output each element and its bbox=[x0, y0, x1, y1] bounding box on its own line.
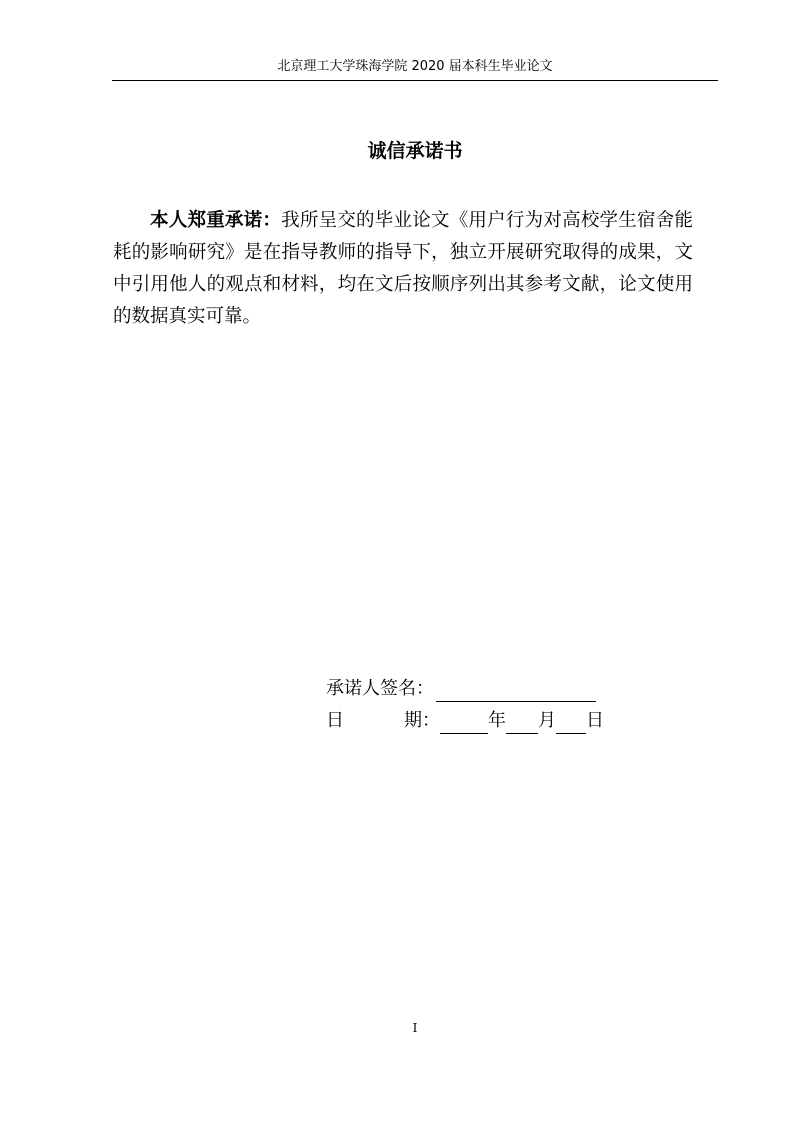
document-title: 诚信承诺书 bbox=[367, 140, 463, 162]
signer-label: 承诺人签名： bbox=[326, 678, 434, 699]
day-blank bbox=[556, 713, 586, 734]
year-blank bbox=[440, 713, 488, 734]
pledge-paragraph bbox=[113, 205, 693, 333]
date-label-second: 期： bbox=[404, 710, 440, 731]
month-unit: 月 bbox=[538, 710, 556, 731]
running-header: 北京理工大学珠海学院 2020 届本科生毕业论文 bbox=[277, 59, 553, 74]
pledge-text: 我所呈交的毕业论文《用户行为对高校学生宿舍能耗的影响研究》是在指导教师的指导下，独立开展研究取得的成果，文中引用他人的观点和材料，均在文后按顺序列出其参考文献，论文使用的数据真实可靠。 bbox=[113, 209, 693, 327]
header-rule bbox=[112, 80, 718, 81]
signature-blank bbox=[436, 681, 596, 702]
month-blank bbox=[506, 713, 538, 734]
pledge-lead: 本人郑重承诺： bbox=[150, 209, 282, 231]
date-label-first: 日 bbox=[326, 710, 344, 731]
page-number: I bbox=[412, 1021, 418, 1035]
day-unit: 日 bbox=[586, 710, 604, 731]
signer-row bbox=[326, 676, 596, 702]
year-unit: 年 bbox=[488, 710, 506, 731]
date-row bbox=[326, 708, 604, 734]
